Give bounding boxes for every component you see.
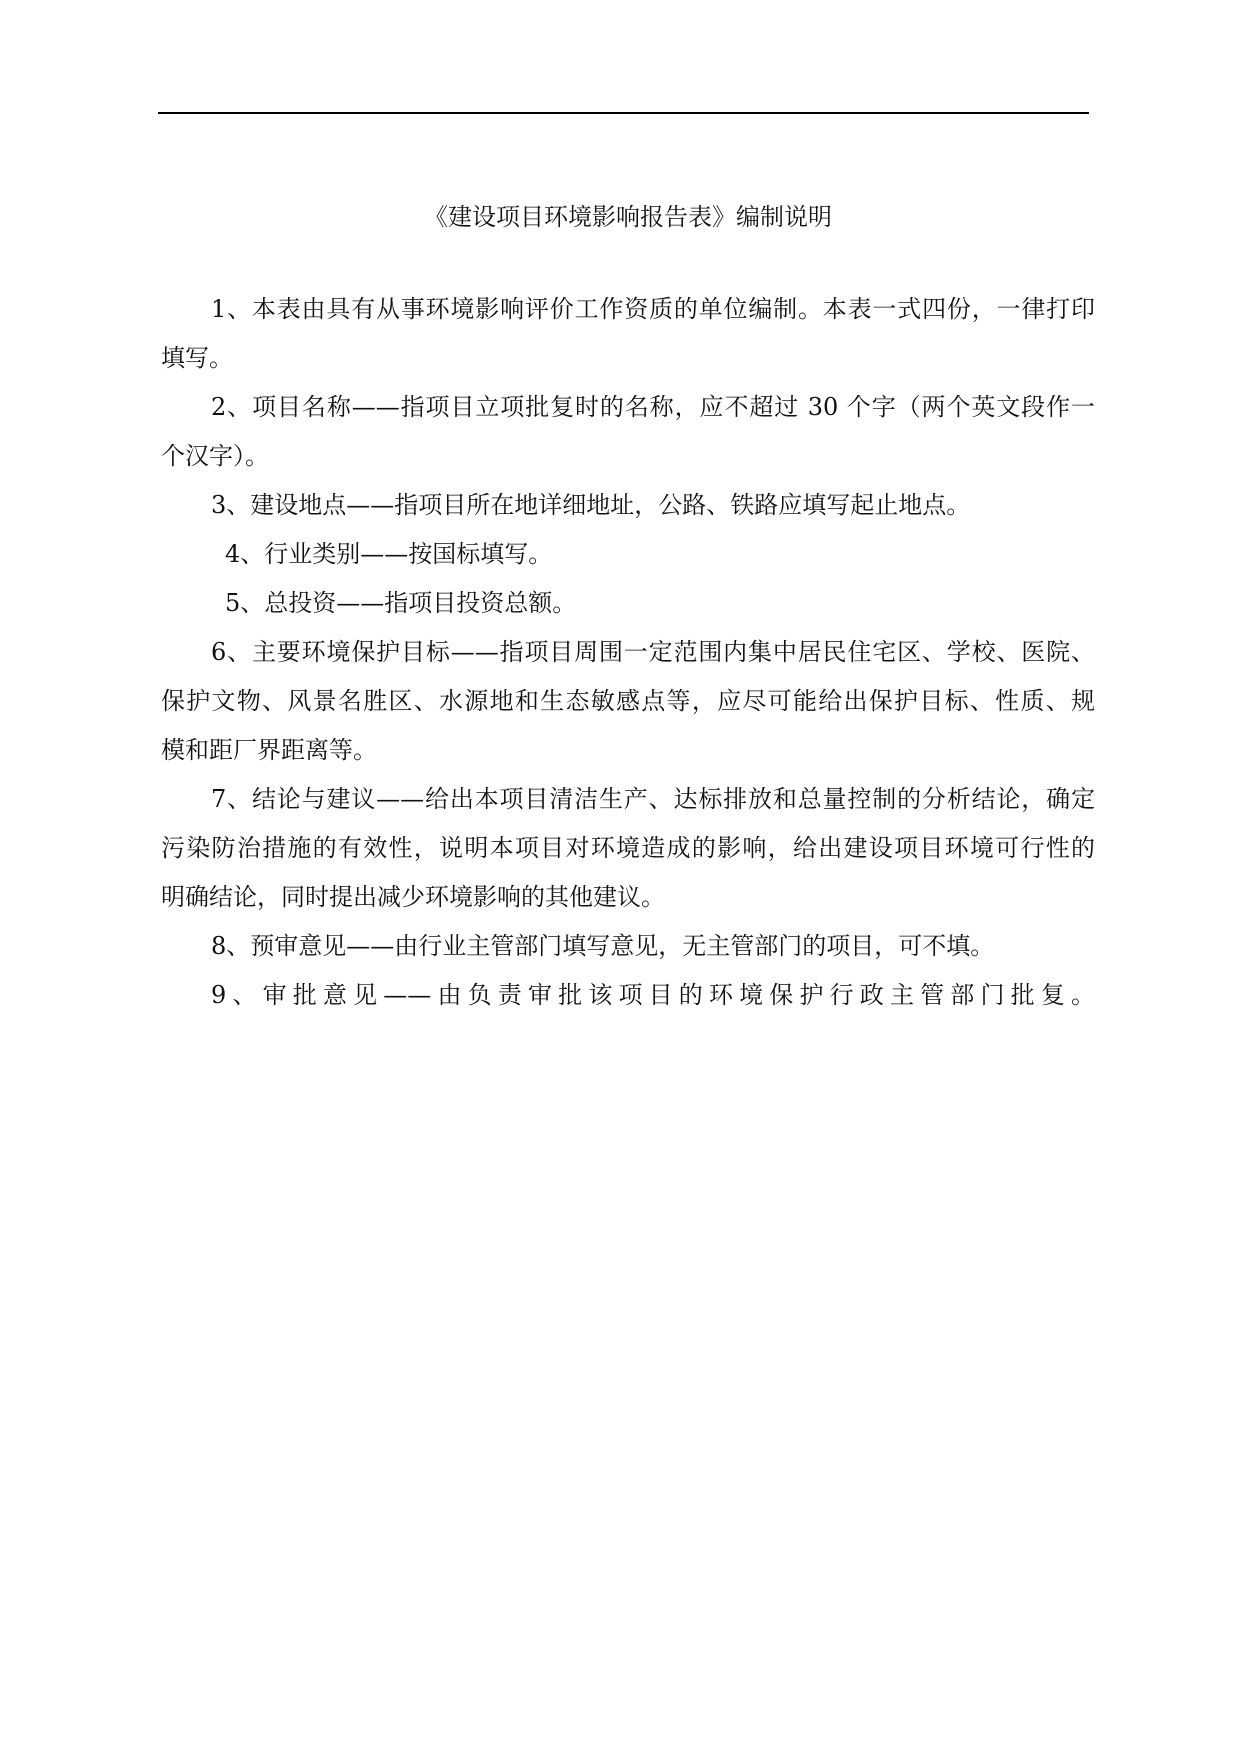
paragraph-line: 个汉字）。 xyxy=(161,442,269,470)
paragraph-line: 8、预审意见——由行业主管部门填写意见，无主管部门的项目，可不填。 xyxy=(211,932,995,960)
paragraph-7 xyxy=(161,775,1095,922)
header-rule xyxy=(158,112,1089,114)
paragraph-line: 5、总投资——指项目投资总额。 xyxy=(225,589,577,617)
paragraph-6 xyxy=(161,628,1095,775)
paragraph-4 xyxy=(161,530,1095,579)
paragraph-2 xyxy=(161,383,1095,481)
paragraph-5 xyxy=(161,579,1095,628)
paragraph-8 xyxy=(161,922,1095,971)
paragraph-line: 填写。 xyxy=(161,344,233,372)
paragraph-line: 3、建设地点——指项目所在地详细地址，公路、铁路应填写起止地点。 xyxy=(211,491,971,519)
paragraph-line: 2、项目名称——指项目立项批复时的名称，应不超过 30 个字（两个英文段作一 xyxy=(211,393,1095,421)
paragraph-line: 保护文物、风景名胜区、水源地和生态敏感点等，应尽可能给出保护目标、性质、规 xyxy=(161,687,1095,715)
paragraph-1 xyxy=(161,285,1095,383)
paragraph-line: 9、审批意见——由负责审批该项目的环境保护行政主管部门批复。 xyxy=(211,981,1095,1009)
paragraph-line: 污染防治措施的有效性，说明本项目对环境造成的影响，给出建设项目环境可行性的 xyxy=(161,834,1095,862)
paragraph-3 xyxy=(161,481,1095,530)
document-body xyxy=(161,285,1095,1020)
paragraph-line: 模和距厂界距离等。 xyxy=(161,736,377,764)
paragraph-line: 4、行业类别——按国标填写。 xyxy=(225,540,553,568)
paragraph-line: 7、结论与建议——给出本项目清洁生产、达标排放和总量控制的分析结论，确定 xyxy=(211,785,1095,813)
paragraph-line: 明确结论，同时提出减少环境影响的其他建议。 xyxy=(161,883,665,911)
paragraph-line: 1、本表由具有从事环境影响评价工作资质的单位编制。本表一式四份，一律打印 xyxy=(211,295,1095,323)
paragraph-9 xyxy=(161,971,1095,1020)
paragraph-line: 6、主要环境保护目标——指项目周围一定范围内集中居民住宅区、学校、医院、 xyxy=(211,638,1095,666)
document-title: 《建设项目环境影响报告表》编制说明 xyxy=(424,203,832,231)
